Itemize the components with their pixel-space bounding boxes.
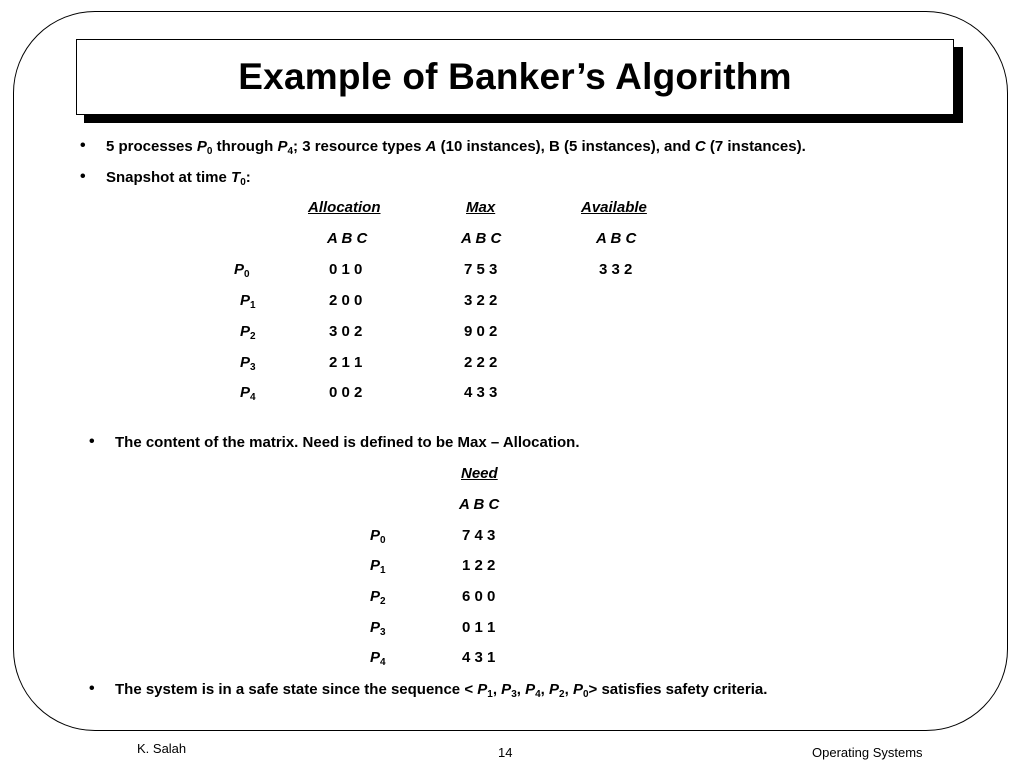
text: , (492, 681, 502, 698)
allocation-value: 0 0 2 (329, 384, 363, 401)
text: P (477, 681, 488, 698)
need-value: 4 3 1 (462, 649, 496, 666)
allocation-value: 2 1 1 (329, 354, 363, 371)
bullet-snapshot (106, 169, 251, 187)
text: P (240, 354, 251, 371)
process-label (240, 292, 256, 310)
subscript: 0 (206, 146, 213, 157)
text: , (540, 681, 550, 698)
text: P (370, 649, 381, 666)
subscript: 0 (240, 177, 246, 188)
header-allocation: Allocation (308, 199, 381, 216)
bullet-processes (106, 138, 806, 156)
subheader-max: A B C (461, 230, 502, 247)
text: P (549, 681, 560, 698)
text: 5 processes (106, 138, 197, 155)
text: P (240, 384, 251, 401)
bullet-marker: • (89, 680, 95, 697)
text: Snapshot at time (106, 169, 232, 186)
text: C (694, 138, 706, 155)
text: P (370, 619, 381, 636)
subscript: 2 (250, 331, 256, 342)
text: P (370, 588, 381, 605)
text: A (425, 138, 437, 155)
text: P (370, 557, 381, 574)
need-value: 6 0 0 (462, 588, 496, 605)
process-label (370, 527, 386, 545)
process-label (240, 354, 256, 372)
text: P (196, 138, 207, 155)
max-value: 2 2 2 (464, 354, 498, 371)
subscript: 3 (380, 627, 386, 638)
subscript: 0 (380, 535, 386, 546)
header-available: Available (581, 199, 647, 216)
text: P (525, 681, 536, 698)
text: P (572, 681, 583, 698)
text: through (212, 138, 278, 155)
max-value: 3 2 2 (464, 292, 498, 309)
footer-course: Operating Systems (812, 745, 923, 760)
subheader-available: A B C (596, 230, 637, 247)
subheader-allocation: A B C (327, 230, 368, 247)
process-label (370, 649, 386, 667)
max-value: 4 3 3 (464, 384, 498, 401)
bullet-safe-state (115, 681, 767, 699)
text: (10 instances), B (5 instances), and (436, 138, 695, 155)
need-value: 7 4 3 (462, 527, 496, 544)
process-label (370, 588, 386, 606)
allocation-value: 3 0 2 (329, 323, 363, 340)
subscript: 1 (380, 565, 386, 576)
process-label (370, 619, 386, 637)
subscript: 2 (380, 596, 386, 607)
process-label (370, 557, 386, 575)
slide-title: Example of Banker’s Algorithm (238, 56, 792, 97)
subscript: 1 (487, 689, 493, 700)
process-label (240, 384, 256, 402)
title-box (76, 39, 954, 115)
text: P (277, 138, 288, 155)
text: P (370, 527, 381, 544)
bullet-marker: • (89, 433, 95, 450)
text: , (516, 681, 526, 698)
header-need: Need (461, 465, 498, 482)
subscript: 0 (582, 689, 589, 700)
available-value: 3 3 2 (599, 261, 633, 278)
subscript: 4 (250, 392, 256, 403)
allocation-value: 0 1 0 (329, 261, 363, 278)
need-value: 1 2 2 (462, 557, 496, 574)
subheader-need: A B C (459, 496, 500, 513)
subscript: 3 (511, 689, 517, 700)
bullet-marker: • (80, 137, 86, 154)
subscript: 0 (244, 269, 250, 280)
text: T (231, 169, 241, 186)
text: : (245, 169, 251, 186)
process-label (240, 323, 256, 341)
text: (7 instances). (705, 138, 806, 155)
text: The system is in a safe state since the sequence < (115, 681, 478, 698)
subscript: 4 (287, 146, 294, 157)
allocation-value: 2 0 0 (329, 292, 363, 309)
subscript: 1 (250, 300, 256, 311)
footer-page-number: 14 (498, 745, 513, 760)
bullet-marker: • (80, 168, 86, 185)
text: P (240, 292, 251, 309)
text: ; 3 resource types (293, 138, 426, 155)
text: P (240, 323, 251, 340)
text: P (501, 681, 512, 698)
text: , (564, 681, 573, 698)
text: > satisfies safety criteria. (588, 681, 768, 698)
max-value: 9 0 2 (464, 323, 498, 340)
need-value: 0 1 1 (462, 619, 496, 636)
subscript: 3 (250, 362, 256, 373)
subscript: 4 (535, 689, 541, 700)
process-label (234, 261, 250, 279)
subscript: 2 (559, 689, 565, 700)
bullet-need-definition: The content of the matrix. Need is defined to be Max – Allocation. (115, 434, 580, 451)
header-max: Max (466, 199, 496, 216)
subscript: 4 (380, 657, 386, 668)
footer-author: K. Salah (137, 741, 187, 756)
text: P (234, 261, 245, 278)
max-value: 7 5 3 (464, 261, 498, 278)
